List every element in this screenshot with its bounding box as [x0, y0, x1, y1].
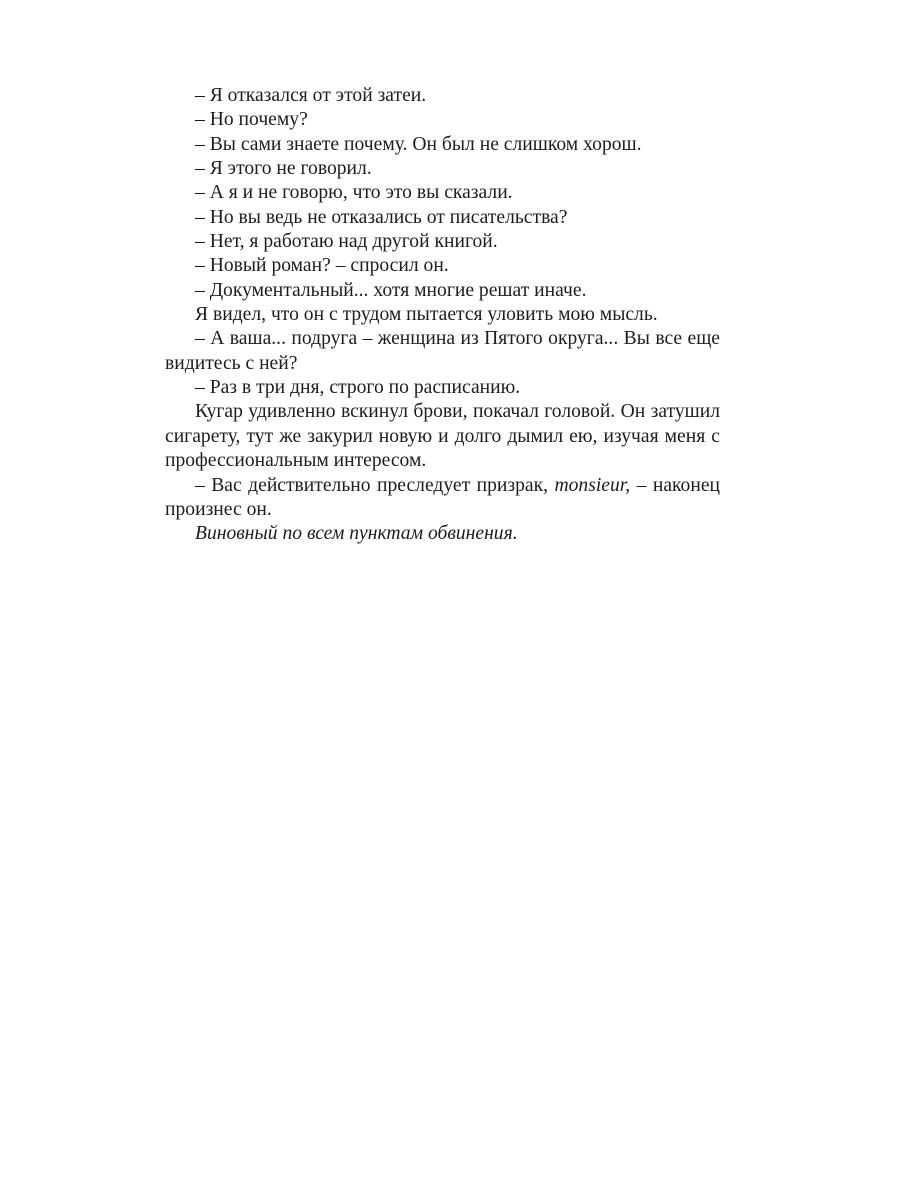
paragraph-13: Кугар удивленно вскинул брови, покачал головой. Он затушил сигарету, тут же закурил новую и долго дымил ею, изучая меня с профессиональным интересом.	[165, 401, 720, 472]
paragraph-8: – Новый роман? – спросил он.	[195, 255, 449, 277]
paragraph-10: Я видел, что он с трудом пытается уловить мою мысль.	[195, 304, 658, 326]
paragraph-14-italic: monsieur,	[554, 474, 631, 496]
paragraph-11: – А ваша... подруга – женщина из Пятого округа... Вы все еще видитесь с ней?	[165, 328, 720, 374]
paragraph-4: – Я этого не говорил.	[195, 158, 372, 180]
text-block	[165, 84, 720, 547]
final-italic-line: Виновный по всем пунктам обвинения.	[195, 523, 518, 545]
paragraph-7: – Нет, я работаю над другой книгой.	[195, 231, 498, 253]
paragraph-14	[165, 474, 720, 523]
paragraph-3: – Вы сами знаете почему. Он был не слишком хорош.	[195, 133, 642, 155]
paragraph-1: – Я отказался от этой затеи.	[195, 85, 427, 106]
paragraph-14-after: – наконец произнес он.	[165, 474, 720, 520]
paragraph-9: – Документальный... хотя многие решат иначе.	[195, 279, 587, 301]
paragraph-6: – Но вы ведь не отказались от писательства?	[195, 206, 568, 228]
paragraph-2: – Но почему?	[195, 109, 308, 131]
paragraph-12: – Раз в три дня, строго по расписанию.	[195, 377, 521, 399]
paragraph-14-before: – Вас действительно преследует призрак,	[195, 474, 555, 496]
paragraph-5: – А я и не говорю, что это вы сказали.	[195, 182, 513, 204]
